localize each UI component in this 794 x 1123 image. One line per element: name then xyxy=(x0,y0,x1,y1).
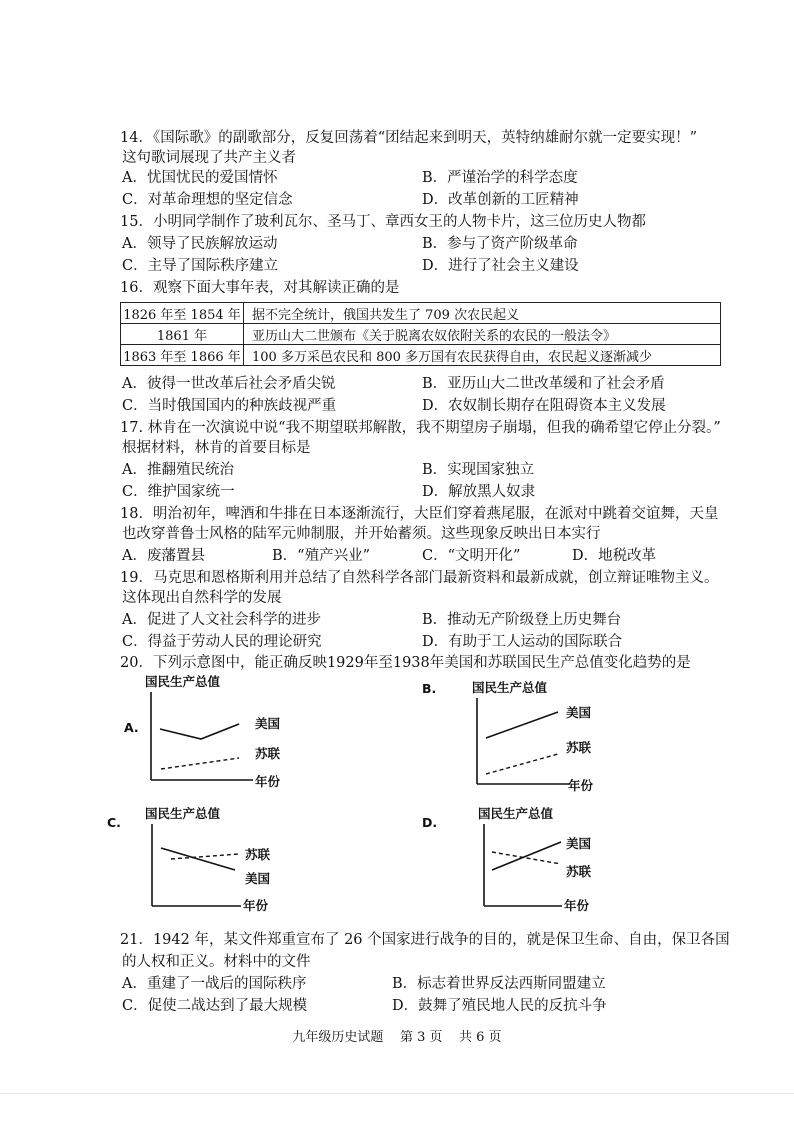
chart-a-letter: A. xyxy=(124,720,139,735)
chart-b-series-ussr-line xyxy=(486,754,558,774)
chart-c-letter: C. xyxy=(107,815,121,830)
chart-a-series-usa-line xyxy=(160,724,239,739)
q16-option-b: B．亚历山大二世改革缓和了社会矛盾 xyxy=(422,376,665,392)
chart-d-series-label-usa: 美国 xyxy=(566,836,592,851)
chart-a-series-label-ussr: 苏联 xyxy=(255,746,281,761)
q18-stem-line2: 也改穿普鲁士风格的陆军元帅制服，并开始蓄须。这些现象反映出日本实行 xyxy=(122,526,601,542)
q17-option-d: D．解放黑人奴隶 xyxy=(422,484,536,500)
chart-a-series-label-usa: 美国 xyxy=(255,716,281,731)
q18-option-b: B．“殖产兴业” xyxy=(272,548,370,564)
chart-d-letter: D. xyxy=(422,815,438,830)
q15-option-d: D．进行了社会主义建设 xyxy=(422,258,579,274)
chart-b-series-label-usa: 美国 xyxy=(566,705,592,720)
q14-option-a: A．忧国忧民的爱国情怀 xyxy=(122,170,278,186)
chart-a-series-ussr-line xyxy=(161,758,239,769)
q15-option-c: C．主导了国际秩序建立 xyxy=(122,258,279,274)
chart-c-ylabel: 国民生产总值 xyxy=(145,806,221,821)
q21-stem-line2: 的人权和正义。材料中的文件 xyxy=(122,954,311,970)
q19-stem-line2: 这体现出自然科学的发展 xyxy=(122,590,282,606)
chart-a-svg xyxy=(105,672,295,794)
chart-c-series-label-usa: 美国 xyxy=(245,871,271,886)
chart-c-svg xyxy=(105,800,295,918)
chart-d-series-ussr-line xyxy=(492,852,561,864)
chart-option-a xyxy=(105,672,295,794)
q19-option-b: B．推动无产阶级登上历史舞台 xyxy=(422,612,622,628)
q19-option-d: D．有助于工人运动的国际联合 xyxy=(422,634,623,650)
chart-b-series-usa-line xyxy=(486,712,558,738)
q14-stem-line2: 这句歌词展现了共产主义者 xyxy=(122,150,296,166)
q17-option-b: B．实现国家独立 xyxy=(422,462,535,478)
q17-option-a: A．推翻殖民统治 xyxy=(122,462,234,478)
q16-option-c: C．当时俄国国内的种族歧视严重 xyxy=(122,398,337,414)
chart-d-series-usa-line xyxy=(492,842,561,870)
chart-c-xlabel: 年份 xyxy=(243,898,269,913)
table-cell-year: 1861 年 xyxy=(121,324,244,345)
page-edge-divider xyxy=(0,1093,794,1094)
q21-option-b: B．标志着世界反法西斯同盟建立 xyxy=(392,976,606,992)
table-row xyxy=(121,324,721,345)
q18-stem-line1: 18．明治初年，啤酒和牛排在日本逐渐流行，大臣们穿着燕尾服，在派对中跳着交谊舞，天皇 xyxy=(120,506,719,522)
q18-option-a: A．废藩置县 xyxy=(122,548,205,564)
chart-b-ylabel: 国民生产总值 xyxy=(472,680,548,695)
page-footer: 九年级历史试题 第 3 页 共 6 页 xyxy=(292,1030,502,1045)
chart-option-b xyxy=(420,672,610,794)
q17-option-c: C．维护国家统一 xyxy=(122,484,235,500)
q16-stem: 16．观察下面大事年表，对其解读正确的是 xyxy=(120,280,400,296)
q21-option-c: C．促使二战达到了最大规模 xyxy=(122,998,308,1014)
chart-b-series-label-ussr: 苏联 xyxy=(566,740,592,755)
q18-option-c: C．“文明开化” xyxy=(422,548,521,564)
q21-option-d: D．鼓舞了殖民地人民的反抗斗争 xyxy=(392,998,607,1014)
table-row xyxy=(121,303,721,324)
q18-option-d: D．地税改革 xyxy=(572,548,657,564)
q19-option-c: C．得益于劳动人民的理论研究 xyxy=(122,634,322,650)
chart-d-series-label-ussr: 苏联 xyxy=(566,864,592,879)
chart-b-xlabel: 年份 xyxy=(568,778,594,793)
q21-stem-line1: 21．1942 年，某文件郑重宣布了 26 个国家进行战争的目的，就是保卫生命、自由，保卫各国 xyxy=(120,932,730,948)
q15-option-a: A．领导了民族解放运动 xyxy=(122,236,278,252)
q20-stem: 20．下列示意图中，能正确反映1929年至1938年美国和苏联国民生产总值变化趋势的是 xyxy=(120,655,691,671)
q14-option-c: C．对革命理想的坚定信念 xyxy=(122,192,293,208)
q14-stem-line1: 14．《国际歌》的副歌部分，反复回荡着“团结起来到明天，英特纳雄耐尔就一定要实现！” xyxy=(120,130,698,146)
chart-a-ylabel: 国民生产总值 xyxy=(145,674,221,689)
q17-stem-line1: 17. 林肯在一次演说中说“我不期望联邦解散，我不期望房子崩塌，但我的确希望它停止分裂。” xyxy=(120,420,721,436)
q16-option-a: A．彼得一世改革后社会矛盾尖锐 xyxy=(122,376,336,392)
q19-option-a: A．促进了人文社会科学的进步 xyxy=(122,612,321,628)
q21-option-a: A．重建了一战后的国际秩序 xyxy=(122,976,307,992)
table-cell-event: 100 多万采邑农民和 800 多万国有农民获得自由，农民起义逐渐减少 xyxy=(244,345,721,366)
chart-option-d xyxy=(420,800,610,918)
table-cell-year: 1826 年至 1854 年 xyxy=(121,303,244,324)
events-timeline-table xyxy=(120,302,721,366)
table-cell-event: 据不完全统计，俄国共发生了 709 次农民起义 xyxy=(244,303,721,324)
chart-c-series-label-ussr: 苏联 xyxy=(245,847,271,862)
q15-stem: 15．小明同学制作了玻利瓦尔、圣马丁、章西女王的人物卡片，这三位历史人物都 xyxy=(120,214,646,230)
table-row xyxy=(121,345,721,366)
chart-d-xlabel: 年份 xyxy=(564,898,590,913)
q15-option-b: B．参与了资产阶级革命 xyxy=(422,236,578,252)
chart-option-c xyxy=(105,800,295,918)
chart-b-letter: B. xyxy=(422,681,437,696)
q14-option-b: B．严谨治学的科学态度 xyxy=(422,170,578,186)
chart-d-svg xyxy=(420,800,610,918)
chart-b-svg xyxy=(420,672,610,794)
q17-stem-line2: 根据材料，林肯的首要目标是 xyxy=(122,440,311,456)
q16-option-d: D．农奴制长期存在阻碍资本主义发展 xyxy=(422,398,666,414)
chart-d-ylabel: 国民生产总值 xyxy=(478,806,554,821)
q19-stem-line1: 19．马克思和恩格斯利用并总结了自然科学各部门最新资料和最新成就，创立辩证唯物主义。 xyxy=(120,570,719,586)
table-cell-event: 亚历山大二世颁布《关于脱离农奴依附关系的农民的一般法令》 xyxy=(244,324,721,345)
table-cell-year: 1863 年至 1866 年 xyxy=(121,345,244,366)
q14-option-d: D．改革创新的工匠精神 xyxy=(422,192,579,208)
chart-a-xlabel: 年份 xyxy=(255,774,281,789)
